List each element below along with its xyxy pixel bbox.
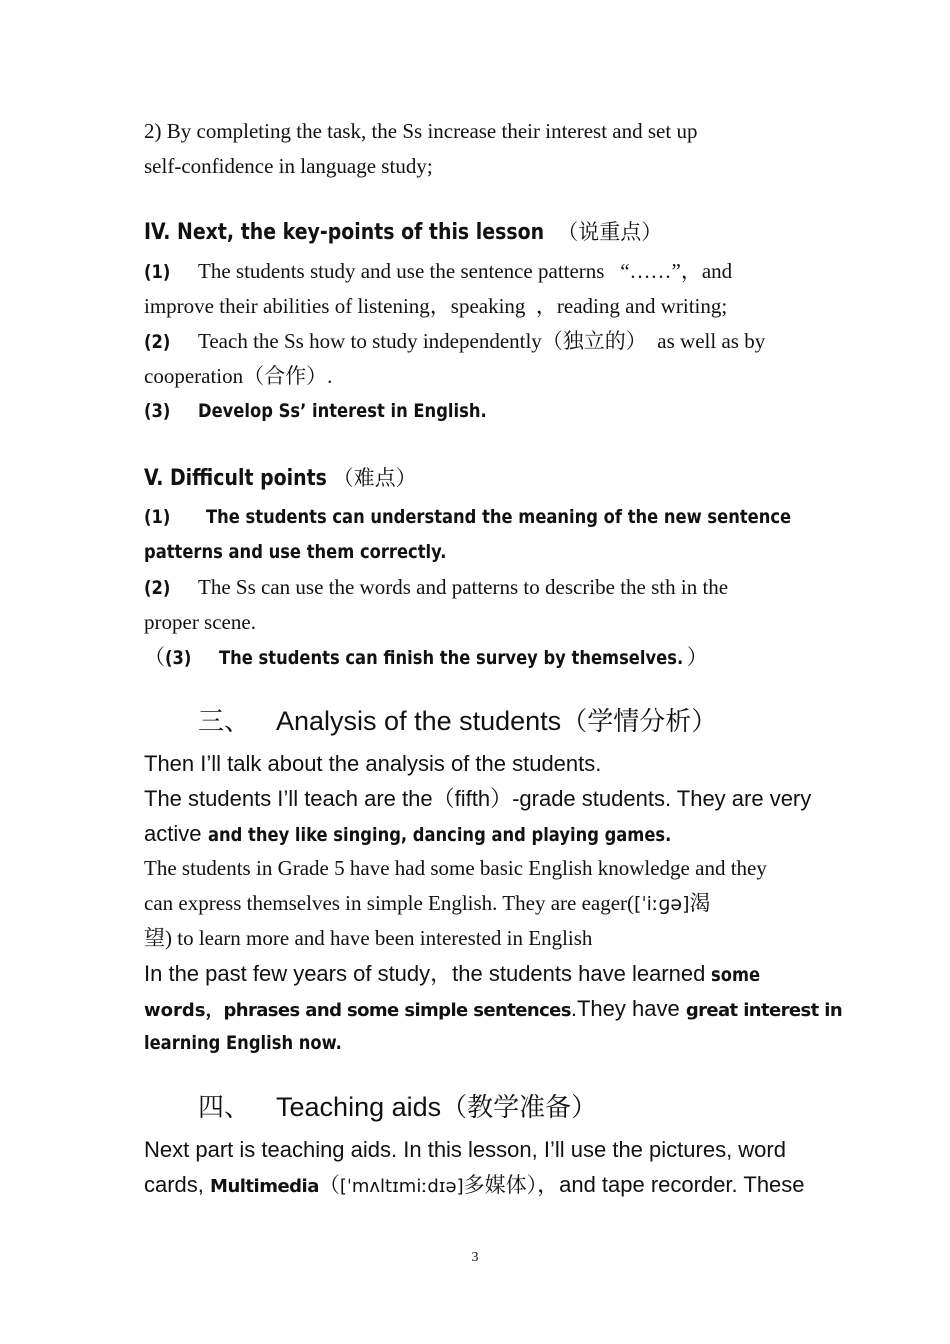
item-text: Teach the Ss how to study independently（独立的） as well as by — [198, 329, 766, 353]
text-run-bold: some — [711, 964, 761, 986]
close-paren: ） — [686, 645, 708, 669]
item-number: (3) — [144, 400, 171, 422]
paragraph-line: proper scene. — [144, 610, 256, 634]
text-run: In the past few years of study，the students have learned — [144, 961, 712, 986]
text-run-bold: phrases and some simple sentences — [223, 1000, 571, 1021]
section-title-cn: （学情分析） — [561, 707, 718, 737]
section-number: 三、 — [198, 707, 251, 737]
item-text: The students can finish the survey by themselves. — [219, 647, 684, 669]
item-number: (2) — [144, 331, 171, 353]
teaching-aids-heading — [198, 1087, 597, 1128]
page-number: 3 — [471, 1250, 479, 1265]
section-number: 四、 — [198, 1093, 251, 1123]
item-number: (1) — [144, 261, 171, 283]
phonetic-text: [ˈmʌltɪmiːdɪə] — [339, 1176, 464, 1197]
paragraph-line: Next part is teaching aids. In this lesson, I’ll use the pictures, word — [144, 1137, 786, 1162]
item-number: (3) — [165, 647, 192, 669]
paragraph-line — [144, 535, 496, 571]
text-run: can express themselves in simple English. They are eager( — [144, 891, 635, 915]
paragraph-line: cooperation（合作）. — [144, 364, 333, 388]
paragraph-line: The students I’ll teach are the（fifth）-grade students. They are very — [144, 786, 812, 811]
difficult-point-item-1 — [144, 500, 886, 536]
text-run-bold: learning English now. — [144, 1032, 342, 1054]
item-text: The students can understand the meaning of the new sentence — [206, 506, 792, 528]
item-text: patterns and use them correctly. — [144, 541, 447, 563]
difficult-points-heading-cn: （难点） — [332, 466, 417, 490]
text-run: cards, — [144, 1172, 211, 1197]
text-run: .They have — [570, 996, 686, 1021]
paragraph-line: self-confidence in language study; — [144, 154, 433, 178]
paragraph-line — [144, 816, 746, 853]
section-title-cn: （教学准备） — [441, 1093, 598, 1123]
difficult-point-item-3 — [144, 640, 708, 677]
paragraph-line — [144, 1167, 805, 1204]
text-run-cn: 多媒体） — [463, 1173, 538, 1197]
text-run-bold: great interest in — [685, 1000, 843, 1021]
item-text: The Ss can use the words and patterns to describe the sth in the — [198, 575, 729, 599]
paragraph-line — [144, 1026, 374, 1062]
difficult-points-heading — [144, 461, 417, 498]
analysis-heading — [198, 701, 717, 742]
key-point-item-1 — [144, 254, 732, 290]
item-number: (1) — [144, 506, 171, 528]
item-text: The students study and use the sentence patterns “……”，and — [198, 259, 733, 283]
section-title: Teaching aids — [276, 1092, 442, 1122]
text-run-cn: 渴 — [689, 891, 711, 915]
open-paren: （ — [144, 645, 165, 669]
key-point-item-2 — [144, 324, 765, 360]
paragraph-line: Then I’ll talk about the analysis of the students. — [144, 751, 602, 776]
text-run-bold: and they like singing, dancing and playing games. — [207, 824, 671, 846]
paragraph-line: improve their abilities of listening，speaking ，reading and writing; — [144, 294, 728, 318]
difficult-points-heading-text: V. Difficult points — [144, 466, 327, 491]
difficult-point-item-2 — [144, 570, 728, 606]
phonetic-text: [ˈiːɡə] — [634, 893, 690, 915]
paragraph-line — [144, 991, 842, 1028]
key-points-heading-cn: （说重点） — [557, 220, 663, 244]
key-points-heading — [144, 215, 662, 252]
text-run-bold: Multimedia — [210, 1176, 319, 1197]
paragraph-line: 2) By completing the task, the Ss increase their interest and set up — [144, 119, 698, 143]
text-run-bold: words， — [144, 1000, 224, 1021]
paragraph-line — [144, 886, 711, 922]
paragraph-line: The students in Grade 5 have had some basic English knowledge and they — [144, 856, 767, 880]
item-text: Develop Ss’ interest in English. — [198, 400, 487, 422]
paragraph-line — [144, 956, 769, 993]
section-title: Analysis of the students — [276, 706, 562, 736]
key-points-heading-text: IV. Next, the key-points of this lesson — [144, 220, 545, 245]
paragraph-line: 望) to learn more and have been interested in English — [144, 926, 593, 950]
text-run: active — [144, 821, 202, 846]
item-number: (2) — [144, 577, 171, 599]
text-run: ，and tape recorder. These — [537, 1172, 805, 1197]
text-run-cn: （ — [318, 1173, 340, 1197]
key-point-item-3 — [144, 394, 534, 430]
